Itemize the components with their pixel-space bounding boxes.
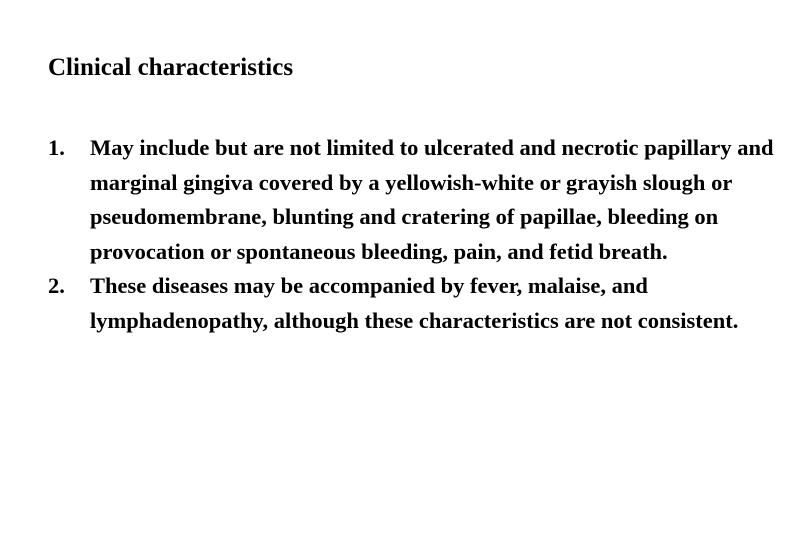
characteristics-list bbox=[48, 131, 788, 338]
slide-heading: Clinical characteristics bbox=[48, 54, 294, 81]
list-item bbox=[48, 269, 788, 338]
list-item-number: 1. bbox=[48, 135, 65, 160]
list-item-number: 2. bbox=[48, 273, 65, 298]
list-item-text: May include but are not limited to ulcerated and necrotic papillary and marginal gingiva covered by a yellowish-white or grayish slough or pseudomembrane, blunting and cratering of papillae, bleeding on provocation or spontaneous bleeding, pain, and fetid breath. bbox=[90, 135, 774, 264]
list-item bbox=[48, 131, 788, 269]
list-item-text: These diseases may be accompanied by fever, malaise, and lymphadenopathy, although these characteristics are not consistent. bbox=[90, 273, 739, 333]
